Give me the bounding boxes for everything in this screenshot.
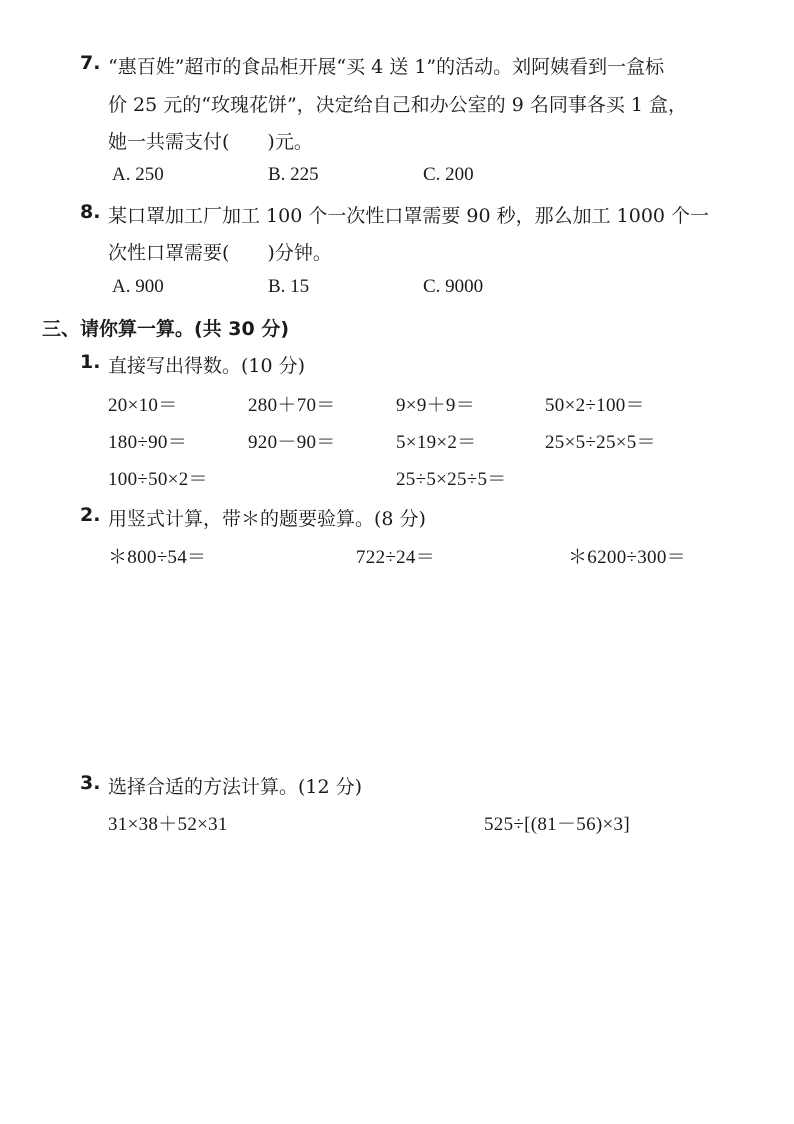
question-7-line-3: 她一共需支付( )元。: [108, 131, 313, 153]
question-7-number: 7.: [80, 52, 101, 74]
simplify-calc-item: 31×38＋52×31: [108, 814, 228, 835]
oral-calc-item: 25÷5×25÷5＝: [396, 469, 507, 490]
question-8-option-c: C. 9000: [423, 276, 484, 297]
part-2-number: 2.: [80, 504, 101, 526]
oral-calc-item: 100÷50×2＝: [108, 469, 208, 490]
question-7-option-a: A. 250: [112, 164, 164, 185]
oral-calc-item: 180÷90＝: [108, 432, 188, 453]
question-8-line-2: 次性口罩需要( )分钟。: [108, 242, 332, 264]
oral-calc-item: 25×5÷25×5＝: [545, 432, 656, 453]
question-7-option-c: C. 200: [423, 164, 474, 185]
question-7-line-1: “惠百姓”超市的食品柜开展“买 4 送 1”的活动。刘阿姨看到一盒标: [108, 56, 665, 78]
question-8-line-1: 某口罩加工厂加工 100 个一次性口罩需要 90 秒，那么加工 1000 个一: [108, 205, 710, 227]
part-2-title: 用竖式计算，带＊的题要验算。(8 分): [108, 508, 426, 530]
question-8-number: 8.: [80, 201, 101, 223]
oral-calc-item: 920－90＝: [248, 432, 336, 453]
part-1-number: 1.: [80, 351, 101, 373]
question-8-option-a: A. 900: [112, 276, 164, 297]
part-3-number: 3.: [80, 772, 101, 794]
part-3-title: 选择合适的方法计算。(12 分): [108, 776, 363, 798]
oral-calc-item: 5×19×2＝: [396, 432, 477, 453]
vertical-calc-item: ＊6200÷300＝: [568, 547, 686, 568]
oral-calc-item: 280＋70＝: [248, 395, 336, 416]
question-7-line-2: 价 25 元的“玫瑰花饼”，决定给自己和办公室的 9 名同事各买 1 盒，: [108, 94, 688, 116]
simplify-calc-item: 525÷[(81－56)×3]: [484, 814, 630, 835]
oral-calc-item: 9×9＋9＝: [396, 395, 476, 416]
oral-calc-item: 50×2÷100＝: [545, 395, 645, 416]
oral-calc-item: 20×10＝: [108, 395, 178, 416]
section-3-title: 三、请你算一算。(共 30 分): [42, 318, 290, 340]
question-8-option-b: B. 15: [268, 276, 310, 297]
vertical-calc-item: 722÷24＝: [356, 547, 436, 568]
question-7-option-b: B. 225: [268, 164, 319, 185]
vertical-calc-item: ＊800÷54＝: [108, 547, 207, 568]
part-1-title: 直接写出得数。(10 分): [108, 355, 306, 377]
